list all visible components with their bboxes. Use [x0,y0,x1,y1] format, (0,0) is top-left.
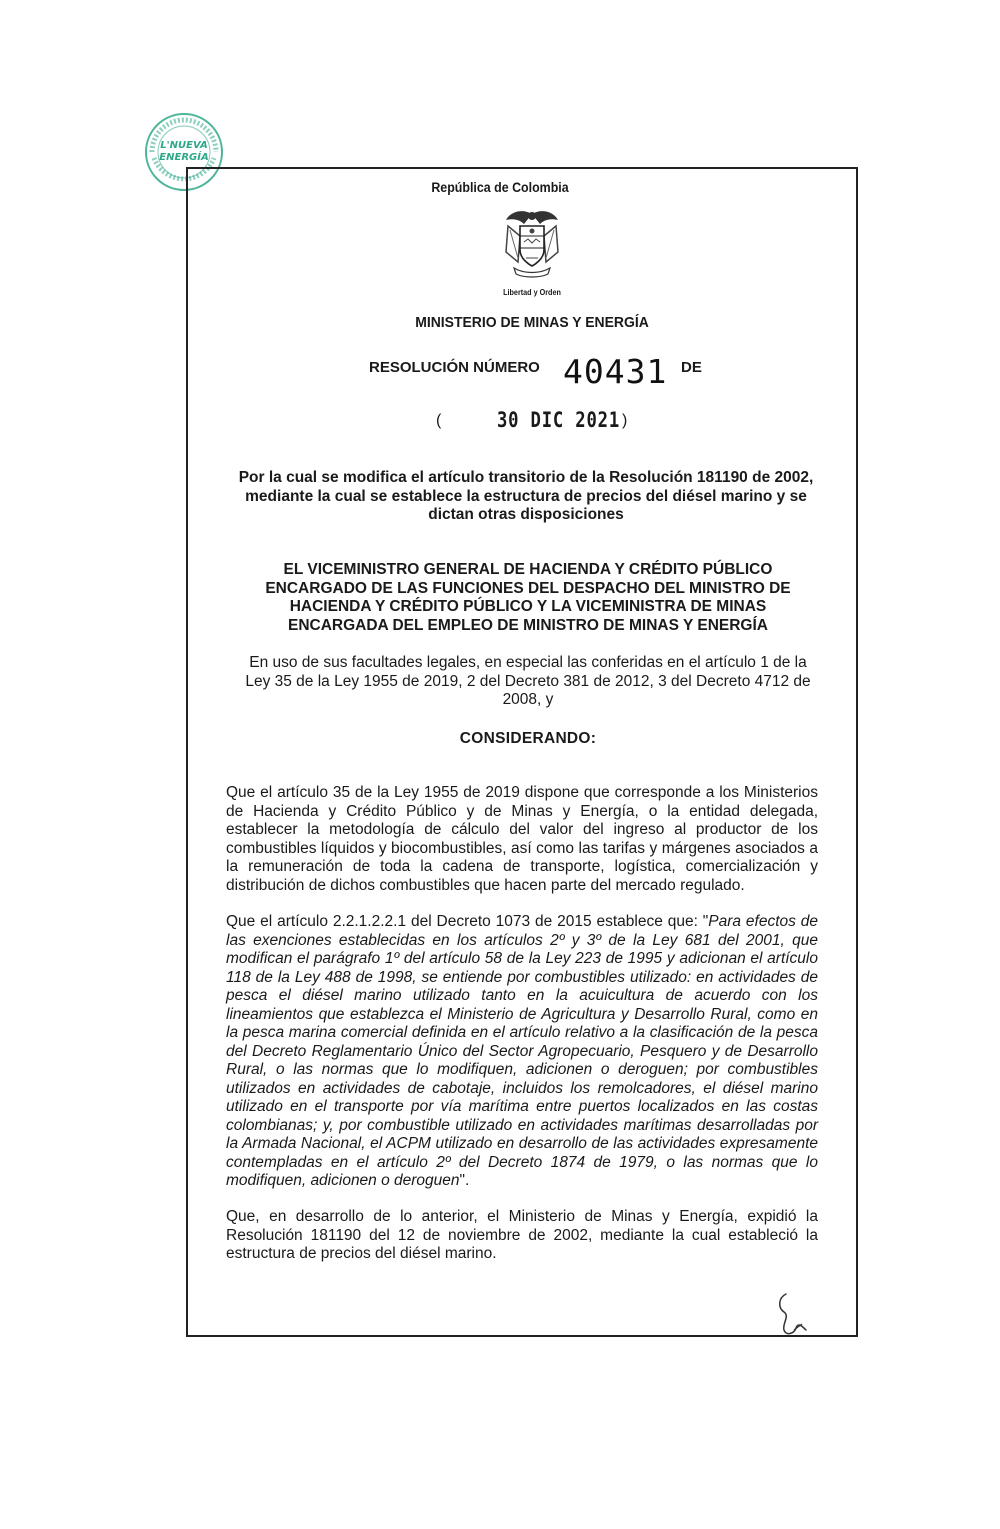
considerando-heading: CONSIDERANDO: [459,730,597,747]
powers-line: Ley 35 de la Ley 1955 de 2019, 2 del Decreto 381 de 2012, 3 del Decreto 4712 de [245,672,811,690]
quoted-decree-text: Para efectos de las exenciones establecidas en los artículos 2º y 3º de la Ley 681 del 2001, que modifican el parágrafo 1º del artículo 58 de la Ley 223 de 1995 y adicionan el artículo 118 de la Ley 488 de 1998, se entiende por combustibles utilizado: en actividades de pesca el diésel marino utilizado tanto en la acuicultura de acuerdo con los lineamientos que establezca el Ministerio de Agricultura y Desarrollo Rural, como en la pesca marina comercial definida en el artículo relativo a la clasificación de la pesca del Decreto Reglamentario Único del Sector Agropecuario, Pesquero y de Desarrollo Rural, o las normas que lo modifiquen, adicionen o deroguen; por combustibles utilizados en actividades de cabotaje, incluidos los remolcadores, el diésel marino utilizado en el transporte por vía marítima entre puertos localizados en las costas colombianas; y, por combustible utilizado en actividades marítimas desarrolladas por la Armada Nacional, el ACPM utilizado en desarrollo de las actividades expresamente contempladas en el artículo 2º del Decreto 1874 de 1979, o las normas que lo modifiquen, adicionen o deroguen [226,913,818,1189]
country-heading: República de Colombia [431,180,569,195]
powers-line: En uso de sus facultades legales, en especial las conferidas en el artículo 1 de la [249,654,807,671]
issuing-authority [218,561,838,635]
date-paren-open: ( [436,412,442,429]
svg-text:L'NUEVA: L'NUEVA [160,140,208,151]
paragraph-intro: Que el artículo 2.2.1.2.2.1 del Decreto 1073 de 2015 establece que: " [226,913,709,930]
resolution-number: 40431 [563,352,668,391]
considerando-paragraph-2 [226,913,818,1191]
authority-line: EL VICEMINISTRO GENERAL DE HACIENDA Y CRÉDITO PÚBLICO [283,561,773,578]
considerando-paragraph-1: Que el artículo 35 de la Ley 1955 de 2019 dispone que corresponde a los Ministerios de Hacienda y Crédito Público y de Minas y Energía, o la entidad delegada, establecer la metodología de cálculo del valor del ingreso al productor de los combustibles líquidos y biocombustibles, así como las tarifas y márgenes asociados a la remuneración de toda la cadena de transporte, logística, comercialización y distribución de dichos combustibles que hacen parte del mercado regulado. [226,784,818,894]
authority-line: ENCARGADO DE LAS FUNCIONES DEL DESPACHO DEL MINISTRO DE [265,579,791,597]
date-paren-close: ) [622,412,628,429]
paragraph-outro: ". [459,1172,470,1189]
resolution-date: 30 DIC 2021 [497,408,621,432]
resolution-label: RESOLUCIÓN NÚMERO [369,359,540,376]
title-line: mediante la cual se establece la estructura de precios del diésel marino y se [245,487,807,505]
authority-line: ENCARGADA DEL EMPLEO DE MINISTRO DE MINAS Y ENERGÍA [288,616,768,634]
legal-powers-statement [222,654,834,710]
title-line: dictan otras disposiciones [428,506,624,523]
authority-line: HACIENDA Y CRÉDITO PÚBLICO Y LA VICEMINISTRA DE MINAS [289,598,767,615]
initials-signature [772,1290,814,1340]
resolution-de-label: DE [681,359,702,376]
national-motto: Libertad y Orden [503,287,561,297]
bleed-through-marks [300,128,720,168]
title-line: Por la cual se modifica el artículo transitorio de la Resolución 181190 de 2002, [238,469,814,486]
svg-text:ENERGÍA: ENERGÍA [159,152,209,163]
considerando-paragraph-3: Que, en desarrollo de lo anterior, el Ministerio de Minas y Energía, expidió la Resolución 181190 del 12 de noviembre de 2002, mediante la cual estableció la estructura de precios del diésel marino. [226,1208,818,1262]
powers-line: 2008, y [502,691,554,708]
resolution-title [216,469,836,525]
coat-of-arms-icon [500,206,564,288]
ministry-heading: MINISTERIO DE MINAS Y ENERGÍA [415,314,649,331]
